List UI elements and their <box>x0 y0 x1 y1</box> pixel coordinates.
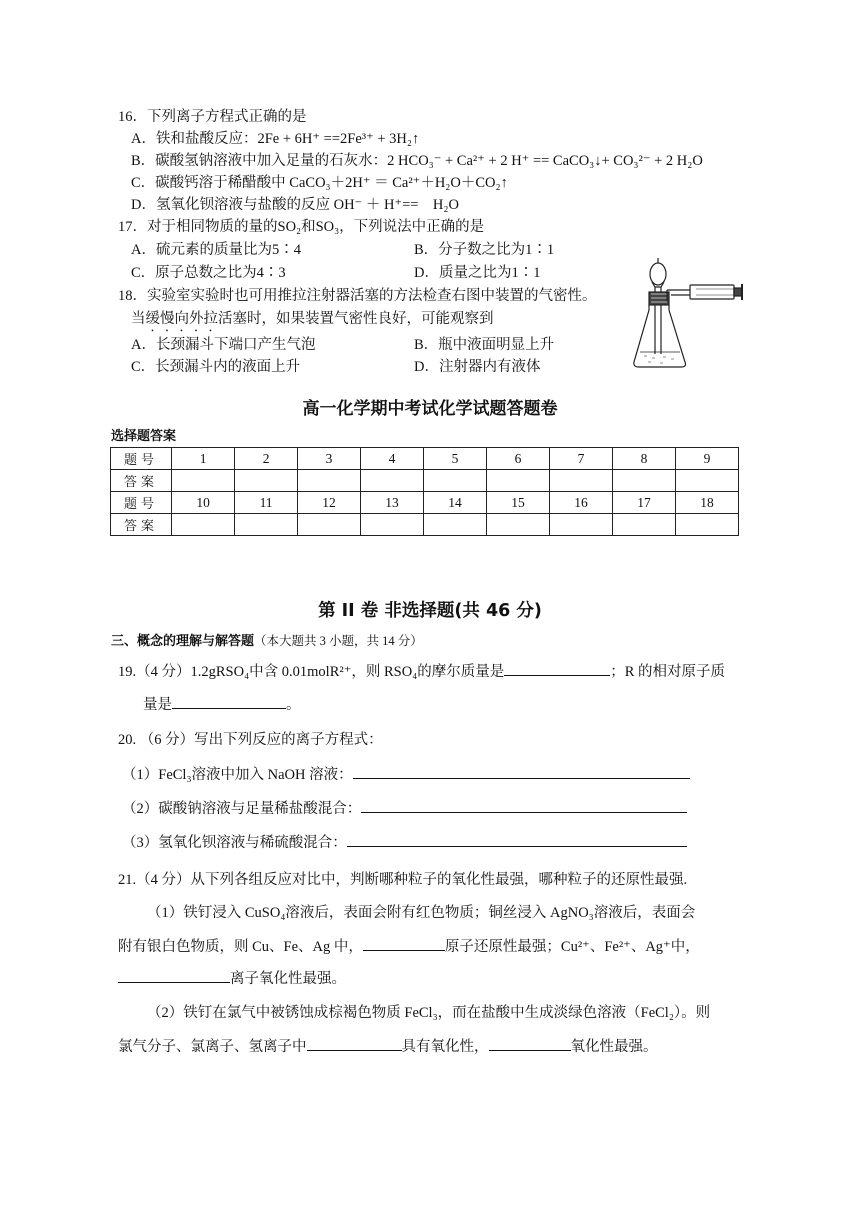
q21-p2-text-b: 具有氧化性， <box>401 1039 489 1055</box>
answer-cell[interactable] <box>549 514 612 536</box>
q18-option-b: B．瓶中液面明显上升 <box>414 337 555 353</box>
question-number-cell: 5 <box>424 448 487 470</box>
answer-cell[interactable] <box>612 514 675 536</box>
question-number-cell: 12 <box>298 492 361 514</box>
section3-heading <box>111 631 423 652</box>
answer-cell[interactable] <box>424 514 487 536</box>
part2-title: 第 II 卷 非选择题(共 46 分) <box>318 601 542 621</box>
q16-option-c: C．碳酸钙溶于稀醋酸中 CaCO₃＋2H⁺ ＝ Ca²⁺＋H₂O＋CO₂↑ <box>131 175 508 191</box>
question-number-cell: 1 <box>172 448 235 470</box>
q21-p1-line2 <box>118 936 700 957</box>
q17-option-b: B．分子数之比为1∶1 <box>414 242 555 258</box>
q17-option-a: A．硫元素的质量比为5∶4 <box>131 242 301 258</box>
question-number-cell: 8 <box>612 448 675 470</box>
q19-text-d: 。 <box>286 697 301 713</box>
answer-cell[interactable] <box>549 470 612 492</box>
q20-part3-label: （3）氢氧化钡溶液与稀硫酸混合： <box>122 835 347 851</box>
answer-cell[interactable] <box>612 470 675 492</box>
question-number-cell: 2 <box>235 448 298 470</box>
q16-stem: 16．下列离子方程式正确的是 <box>118 109 307 125</box>
answer-cell[interactable] <box>487 514 550 536</box>
question-number-cell: 4 <box>361 448 424 470</box>
question-number-cell: 15 <box>487 492 550 514</box>
table-row <box>111 470 739 492</box>
q17-option-d: D．质量之比为1∶1 <box>414 265 541 281</box>
q20-part3 <box>122 832 687 853</box>
answer-cell[interactable] <box>235 514 298 536</box>
q18-line2-emphasis: 缓慢向外拉 <box>145 311 218 327</box>
question-number-cell: 11 <box>235 492 298 514</box>
answer-cell[interactable] <box>298 470 361 492</box>
row-label-number: 题号 <box>111 492 172 514</box>
row-label-answer: 答案 <box>111 514 172 536</box>
section3-note: （本大题共 3 小题，共 14 分） <box>254 634 423 648</box>
q21-blank-reducing-atom[interactable] <box>363 936 445 951</box>
answer-cell[interactable] <box>172 470 235 492</box>
question-number-cell: 7 <box>549 448 612 470</box>
q18-stem: 18．实验室实验时也可用推拉注射器活塞的方法检查右图中装置的气密性。 <box>118 288 597 304</box>
q16-option-a: A．铁和盐酸反应：2Fe + 6H⁺ ==2Fe³⁺ + 3H₂↑ <box>131 131 420 147</box>
q21-p1-text-a: 附有银白色物质，则 Cu、Fe、Ag 中， <box>118 939 363 955</box>
q18-option-c: C．长颈漏斗内的液面上升 <box>131 359 301 375</box>
q20-part2-label: （2）碳酸钠溶液与足量稀盐酸混合： <box>122 801 362 817</box>
flask-syringe-apparatus-icon <box>630 254 754 370</box>
q18-option-a: A．长颈漏斗下端口产生气泡 <box>131 337 316 353</box>
answer-cell[interactable] <box>235 470 298 492</box>
q20-part2-answer-line[interactable] <box>361 798 687 813</box>
q19-line2 <box>143 694 301 715</box>
question-number-cell: 9 <box>675 448 738 470</box>
q21-p1-line3 <box>118 968 346 989</box>
q18-line2-post: 活塞时，如果装置气密性良好，可能观察到 <box>218 311 494 327</box>
q20-part1-answer-line[interactable] <box>353 764 690 779</box>
q21-p1-text-b: 原子还原性最强；Cu²⁺、Fe²⁺、Ag⁺中， <box>444 939 700 955</box>
answer-cell[interactable] <box>361 470 424 492</box>
question-number-cell: 10 <box>172 492 235 514</box>
q21-p1-text-c: 离子氧化性最强。 <box>230 971 346 987</box>
choice-answers-label: 选择题答案 <box>111 429 177 444</box>
q19-blank-atomic-mass[interactable] <box>172 694 286 709</box>
question-number-cell: 3 <box>298 448 361 470</box>
answer-cell[interactable] <box>675 470 738 492</box>
q20-stem: 20. （6 分）写出下列反应的离子方程式： <box>118 732 383 748</box>
q21-blank-oxidizers[interactable] <box>307 1036 402 1051</box>
question-number-cell: 6 <box>487 448 550 470</box>
q19-text-a: 19.（4 分）1.2gRSO₄中含 0.01molR²⁺，则 RSO₄的摩尔质量是 <box>118 664 505 680</box>
q18-option-d: D．注射器内有液体 <box>414 359 541 375</box>
q21-p2-text-c: 氧化性最强。 <box>570 1039 658 1055</box>
question-number-cell: 14 <box>424 492 487 514</box>
answer-cell[interactable] <box>361 514 424 536</box>
q19-text-c: 量是 <box>143 697 172 713</box>
q16-option-b: B．碳酸氢钠溶液中加入足量的石灰水：2 HCO₃⁻ + Ca²⁺ + 2 H⁺ == CaCO₃↓+ CO₃²⁻ + 2 H₂O <box>131 153 703 169</box>
table-row <box>111 448 739 470</box>
answer-sheet-title: 高一化学期中考试化学试题答题卷 <box>302 399 558 419</box>
question-number-cell: 17 <box>612 492 675 514</box>
row-label-answer: 答案 <box>111 470 172 492</box>
q18-line2-pre: 当 <box>131 311 146 327</box>
q21-blank-strongest-oxidizer[interactable] <box>489 1036 571 1051</box>
answer-cell[interactable] <box>172 514 235 536</box>
row-label-number: 题号 <box>111 448 172 470</box>
q17-option-c: C．原子总数之比为4∶3 <box>131 265 286 281</box>
q21-stem: 21.（4 分）从下列各组反应对比中，判断哪种粒子的氧化性最强，哪种粒子的还原性最强. <box>118 872 688 888</box>
q21-p1-line1: （1）铁钉浸入 CuSO₄溶液后，表面会附有红色物质；铜丝浸入 AgNO₃溶液后，表面会 <box>147 905 696 921</box>
answer-cell[interactable] <box>675 514 738 536</box>
answer-table <box>110 447 739 536</box>
answer-cell[interactable] <box>298 514 361 536</box>
question-number-cell: 18 <box>675 492 738 514</box>
q21-p2-line1: （2）铁钉在氯气中被锈蚀成棕褐色物质 FeCl₃，而在盐酸中生成淡绿色溶液（FeCl₂）。则 <box>147 1005 711 1021</box>
q19-text-b: ；R 的相对原子质 <box>610 664 726 680</box>
q21-blank-oxidizing-ion[interactable] <box>118 968 230 983</box>
answer-cell[interactable] <box>487 470 550 492</box>
answer-cell[interactable] <box>424 470 487 492</box>
question-number-cell: 13 <box>361 492 424 514</box>
q19-line1 <box>118 661 725 682</box>
q17-stem: 17．对于相同物质的量的SO₂和SO₃，下列说法中正确的是 <box>118 219 485 235</box>
q21-p2-text-a: 氯气分子、氯离子、氢离子中 <box>118 1039 307 1055</box>
q20-part1-label: （1）FeCl₃溶液中加入 NaOH 溶液： <box>122 767 353 783</box>
table-row <box>111 514 739 536</box>
q20-part1 <box>122 764 690 785</box>
section3-title: 三、概念的理解与解答题 <box>111 634 255 649</box>
question-number-cell: 16 <box>549 492 612 514</box>
q19-blank-molar-mass[interactable] <box>504 661 610 676</box>
q21-p2-line2 <box>118 1036 658 1057</box>
q20-part2 <box>122 798 687 819</box>
q20-part3-answer-line[interactable] <box>347 832 687 847</box>
table-row <box>111 492 739 514</box>
q18-line2 <box>131 309 494 335</box>
q16-option-d: D．氢氧化钡溶液与盐酸的反应 OH⁻ ＋ H⁺== H₂O <box>131 197 459 213</box>
